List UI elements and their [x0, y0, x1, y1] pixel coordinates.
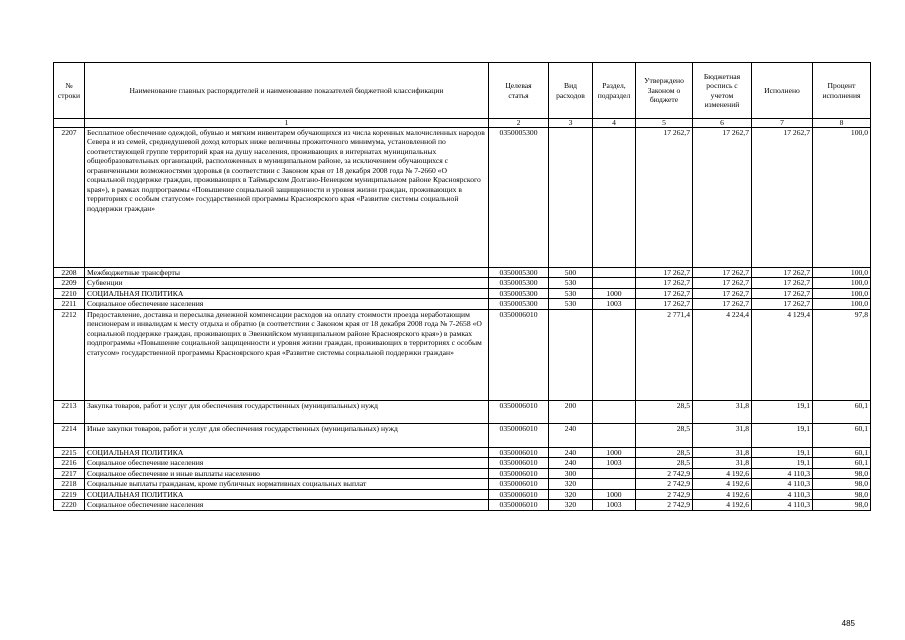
table-body — [54, 128, 871, 511]
approved-amount: 2 742,9 — [636, 479, 693, 489]
expense-type: 240 — [549, 447, 593, 457]
expense-type: 320 — [549, 479, 593, 489]
target-article: 0350006010 — [489, 447, 549, 457]
executed-amount: 4 129,4 — [752, 309, 813, 400]
row-number: 2218 — [54, 479, 85, 489]
expense-type — [549, 309, 593, 400]
budget-list-amount: 31,8 — [693, 423, 752, 447]
budget-list-amount: 31,8 — [693, 400, 752, 423]
approved-amount: 2 742,9 — [636, 489, 693, 499]
executed-amount: 19,1 — [752, 458, 813, 468]
row-name: Иные закупки товаров, работ и услуг для обеспечения государственных (муниципальных) нужд — [85, 423, 489, 447]
execution-percent: 100,0 — [813, 268, 871, 278]
table-row — [54, 278, 871, 288]
budget-list-amount: 31,8 — [693, 447, 752, 457]
col-header-approved: Утверждено Законом о бюджете — [636, 63, 693, 119]
approved-amount: 28,5 — [636, 447, 693, 457]
approved-amount: 2 742,9 — [636, 500, 693, 510]
section-code — [593, 400, 636, 423]
row-name: СОЦИАЛЬНАЯ ПОЛИТИКА — [85, 288, 489, 298]
target-article: 0350006010 — [489, 423, 549, 447]
row-number: 2207 — [54, 128, 85, 268]
row-number: 2220 — [54, 500, 85, 510]
budget-list-amount: 17 262,7 — [693, 278, 752, 288]
col-header-no: № строки — [54, 63, 85, 119]
target-article: 0350006010 — [489, 309, 549, 400]
col-index: 3 — [549, 119, 593, 128]
executed-amount: 4 110,3 — [752, 479, 813, 489]
executed-amount: 19,1 — [752, 400, 813, 423]
budget-list-amount: 4 192,6 — [693, 479, 752, 489]
executed-amount: 17 262,7 — [752, 268, 813, 278]
executed-amount: 17 262,7 — [752, 288, 813, 298]
row-name: СОЦИАЛЬНАЯ ПОЛИТИКА — [85, 447, 489, 457]
row-number: 2210 — [54, 288, 85, 298]
approved-amount: 28,5 — [636, 458, 693, 468]
target-article: 0350005300 — [489, 128, 549, 268]
budget-table — [53, 62, 871, 511]
row-number: 2208 — [54, 268, 85, 278]
col-index: 8 — [813, 119, 871, 128]
expense-type: 320 — [549, 500, 593, 510]
section-code: 1000 — [593, 288, 636, 298]
expense-type — [549, 128, 593, 268]
execution-percent: 97,8 — [813, 309, 871, 400]
budget-list-amount: 4 192,6 — [693, 489, 752, 499]
execution-percent: 60,1 — [813, 423, 871, 447]
row-name: Социальное обеспечение населения — [85, 500, 489, 510]
execution-percent: 60,1 — [813, 447, 871, 457]
row-number: 2217 — [54, 468, 85, 478]
expense-type: 530 — [549, 288, 593, 298]
budget-list-amount: 17 262,7 — [693, 268, 752, 278]
executed-amount: 19,1 — [752, 423, 813, 447]
target-article: 0350006010 — [489, 468, 549, 478]
row-name: Субвенции — [85, 278, 489, 288]
execution-percent: 60,1 — [813, 458, 871, 468]
execution-percent: 98,0 — [813, 468, 871, 478]
budget-list-amount: 4 192,6 — [693, 500, 752, 510]
approved-amount: 17 262,7 — [636, 268, 693, 278]
row-number: 2209 — [54, 278, 85, 288]
section-code — [593, 128, 636, 268]
table-row — [54, 268, 871, 278]
col-header-target: Целевая статья — [489, 63, 549, 119]
budget-list-amount: 17 262,7 — [693, 128, 752, 268]
table-row — [54, 489, 871, 499]
approved-amount: 17 262,7 — [636, 128, 693, 268]
execution-percent: 100,0 — [813, 128, 871, 268]
section-code — [593, 423, 636, 447]
expense-type: 530 — [549, 299, 593, 309]
row-name: Бесплатное обеспечение одеждой, обувью и мягким инвентарем обучающихся из числа коренных малочисленных народов Севера и из семей, среднедушевой доход которых ниже величины прожиточного минимума, установленной по соответствующей группе территорий края на душу населения, проживающих в интернатах муниципальных общеобразовательных организаций, расположенных в муниципальном районе, за исключением обучающихся с ограниченными возможностями здоровья (в соответствии с Законом края от 18 декабря 2008 года № 7-2660 «О социальной поддержке граждан, проживающих в Таймырском Долгано-Ненецком муниципальном районе Красноярского края»), в рамках подпрограммы «Повышение социальной защищенности и уровня жизни граждан, проживающих в территориях с особым статусом» государственной программы Красноярского края «Развитие системы социальной поддержки граждан» — [85, 128, 489, 268]
target-article: 0350005300 — [489, 288, 549, 298]
expense-type: 200 — [549, 400, 593, 423]
table-row — [54, 447, 871, 457]
section-code — [593, 479, 636, 489]
col-index: 5 — [636, 119, 693, 128]
executed-amount: 17 262,7 — [752, 299, 813, 309]
execution-percent: 98,0 — [813, 500, 871, 510]
section-code: 1003 — [593, 458, 636, 468]
target-article: 0350005300 — [489, 278, 549, 288]
budget-list-amount: 17 262,7 — [693, 288, 752, 298]
row-name: Социальное обеспечение населения — [85, 299, 489, 309]
row-number: 2211 — [54, 299, 85, 309]
col-index: 2 — [489, 119, 549, 128]
execution-percent: 100,0 — [813, 288, 871, 298]
table-row — [54, 468, 871, 478]
col-index: 1 — [85, 119, 489, 128]
target-article: 0350005300 — [489, 268, 549, 278]
executed-amount: 4 110,3 — [752, 489, 813, 499]
row-name: Социальные выплаты гражданам, кроме публичных нормативных социальных выплат — [85, 479, 489, 489]
col-index: 6 — [693, 119, 752, 128]
table-row — [54, 423, 871, 447]
col-header-pct: Процент исполнения — [813, 63, 871, 119]
col-header-list: Бюджетная роспись с учетом изменений — [693, 63, 752, 119]
row-name: Закупка товаров, работ и услуг для обеспечения государственных (муниципальных) нужд — [85, 400, 489, 423]
budget-list-amount: 4 192,6 — [693, 468, 752, 478]
executed-amount: 17 262,7 — [752, 278, 813, 288]
expense-type: 240 — [549, 423, 593, 447]
col-index — [54, 119, 85, 128]
table-row — [54, 299, 871, 309]
row-number: 2213 — [54, 400, 85, 423]
budget-list-amount: 4 224,4 — [693, 309, 752, 400]
target-article: 0350006010 — [489, 489, 549, 499]
header-row — [54, 63, 871, 119]
approved-amount: 17 262,7 — [636, 299, 693, 309]
col-header-type: Вид расходов — [549, 63, 593, 119]
row-number: 2214 — [54, 423, 85, 447]
section-code: 1003 — [593, 500, 636, 510]
target-article: 0350006010 — [489, 479, 549, 489]
row-number: 2216 — [54, 458, 85, 468]
section-code: 1000 — [593, 447, 636, 457]
table-row — [54, 309, 871, 400]
row-name: Социальное обеспечение населения — [85, 458, 489, 468]
table-row — [54, 128, 871, 268]
execution-percent: 60,1 — [813, 400, 871, 423]
target-article: 0350006010 — [489, 500, 549, 510]
table-row — [54, 500, 871, 510]
row-name: СОЦИАЛЬНАЯ ПОЛИТИКА — [85, 489, 489, 499]
approved-amount: 17 262,7 — [636, 278, 693, 288]
approved-amount: 2 771,4 — [636, 309, 693, 400]
section-code — [593, 468, 636, 478]
expense-type: 300 — [549, 468, 593, 478]
section-code — [593, 268, 636, 278]
execution-percent: 100,0 — [813, 299, 871, 309]
approved-amount: 2 742,9 — [636, 468, 693, 478]
approved-amount: 28,5 — [636, 423, 693, 447]
row-number: 2212 — [54, 309, 85, 400]
expense-type: 500 — [549, 268, 593, 278]
executed-amount: 17 262,7 — [752, 128, 813, 268]
budget-list-amount: 31,8 — [693, 458, 752, 468]
target-article: 0350005300 — [489, 299, 549, 309]
col-header-name: Наименование главных распорядителей и наименование показателей бюджетной классификации — [85, 63, 489, 119]
expense-type: 530 — [549, 278, 593, 288]
section-code: 1003 — [593, 299, 636, 309]
row-name: Межбюджетные трансферты — [85, 268, 489, 278]
executed-amount: 4 110,3 — [752, 468, 813, 478]
execution-percent: 100,0 — [813, 278, 871, 288]
approved-amount: 17 262,7 — [636, 288, 693, 298]
table-row — [54, 288, 871, 298]
row-number: 2219 — [54, 489, 85, 499]
target-article: 0350006010 — [489, 458, 549, 468]
approved-amount: 28,5 — [636, 400, 693, 423]
expense-type: 320 — [549, 489, 593, 499]
row-number: 2215 — [54, 447, 85, 457]
section-code: 1000 — [593, 489, 636, 499]
row-name: Социальное обеспечение и иные выплаты населению — [85, 468, 489, 478]
table-row — [54, 400, 871, 423]
col-header-section: Раздел, подраздел — [593, 63, 636, 119]
section-code — [593, 278, 636, 288]
execution-percent: 98,0 — [813, 489, 871, 499]
executed-amount: 19,1 — [752, 447, 813, 457]
table-row — [54, 458, 871, 468]
row-name: Предоставление, доставка и пересылка денежной компенсации расходов на оплату стоимости проезда неработающим пенсионерам и инвалидам к месту отдыха и обратно (в соответствии с Законом края от 18 декабря 2008 года № 7-2658 «О социальной поддержке граждан, проживающих в Эвенкийском муниципальном районе Красноярского края») в рамках подпрограммы «Повышение социальной защищенности и уровня жизни граждан, проживающих в территориях с особым статусом» государственной программы Красноярского края «Развитие системы социальной поддержки граждан» — [85, 309, 489, 400]
page-number: 485 — [841, 619, 855, 628]
col-index: 4 — [593, 119, 636, 128]
col-header-exec: Исполнено — [752, 63, 813, 119]
target-article: 0350006010 — [489, 400, 549, 423]
expense-type: 240 — [549, 458, 593, 468]
section-code — [593, 309, 636, 400]
column-index-row — [54, 119, 871, 128]
executed-amount: 4 110,3 — [752, 500, 813, 510]
budget-list-amount: 17 262,7 — [693, 299, 752, 309]
execution-percent: 98,0 — [813, 479, 871, 489]
col-index: 7 — [752, 119, 813, 128]
table-row — [54, 479, 871, 489]
